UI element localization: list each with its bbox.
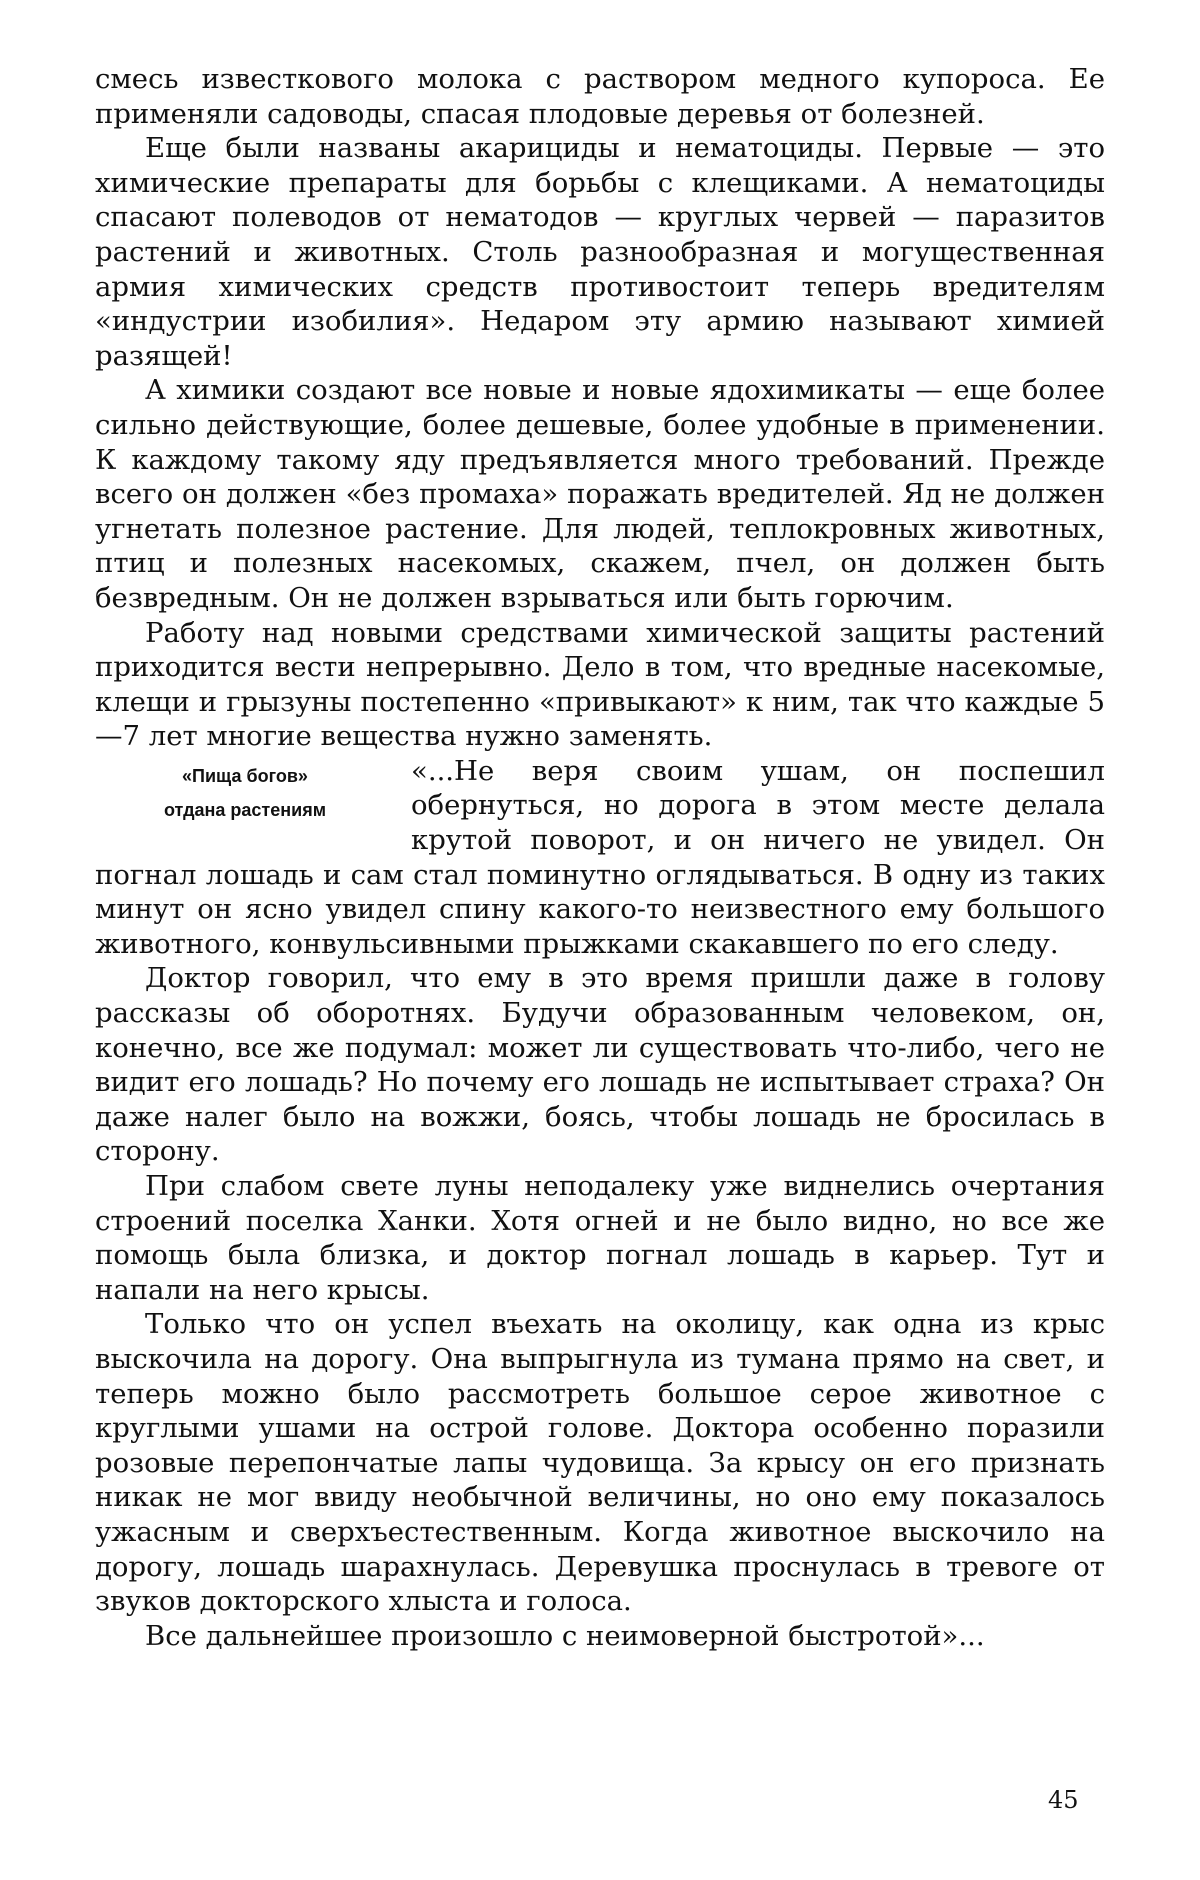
sidebar-heading-line-1: «Пища богов» <box>182 765 308 786</box>
sidebar-heading-line-2: отдана растениям <box>163 800 327 821</box>
quote-paragraph-5: Все дальнейшее произошло с неимоверной быстротой»... <box>145 1619 985 1652</box>
paragraph-2: Еще были названы акарициды и нематоциды. Первые — это химические препараты для борьбы с клещиками. А нематоциды спасают полеводов от нематодов — круглых червей — паразитов растений и животных. Столь разнообразная и могущественная армия химических средств противостоит теперь вредителям «индустрии изобилия». Недаром эту армию называют химией разящей! <box>95 132 1105 372</box>
quote-paragraph-3: При слабом свете луны неподалеку уже виднелись очертания строений поселка Ханки. Хотя огней и не было видно, но все же помощь была близка, и доктор погнал лошадь в карьер. Тут и напали на него крысы. <box>95 1170 1105 1306</box>
quote-paragraph-1-text: «...Не веря своим ушам, он поспешил обернуться, но дорога в этом месте делала крутой поворот, и он ничего не увидел. Он погнал лошадь и сам стал поминутно оглядываться. В одну из таких минут он ясно увидел спину какого-то неизвестного ему большого животного, конвульсивными прыжками скакавшего по его следу. <box>95 754 1105 960</box>
paragraph-4: Работу над новыми средствами химической защиты растений приходится вести непрерывно. Дело в том, что вредные насекомые, клещи и грызуны постепенно «привыкают» к ним, так что каждые 5—7 лет многие вещества нужно заменять. <box>95 616 1105 753</box>
page-number: 45 <box>1048 1786 1079 1814</box>
paragraph-3: А химики создают все новые и новые ядохимикаты — еще более сильно действующие, более дешевые, более удобные в применении. К каждому такому яду предъявляется много требований. Прежде всего он должен «без промаха» поражать вредителей. Яд не должен угнетать полезное растение. Для людей, теплокровных животных, птиц и полезных насекомых, скажем, пчел, он должен быть безвредным. Он не должен взрываться или быть горючим. <box>95 374 1105 614</box>
quote-paragraph-4: Только что он успел въехать на околицу, как одна из крыс выскочила на дорогу. Она выпрыгнула из тумана прямо на свет, и теперь можно было рассмотреть большое серое животное с круглыми ушами на острой голове. Доктора особенно поразили розовые перепончатые лапы чудовища. За крысу он его признать никак не мог ввиду необычной величины, но оно ему показалось ужасным и сверхъестественным. Когда животное выскочило на дорогу, лошадь шарахнулась. Деревушка проснулась в тревоге от звуков докторского хлыста и голоса. <box>95 1308 1105 1618</box>
quote-paragraph-1 <box>95 754 1105 962</box>
page-text <box>95 62 1105 1653</box>
sidebar-heading <box>95 759 395 828</box>
quote-paragraph-2: Доктор говорил, что ему в это время пришли даже в голову рассказы об оборотнях. Будучи образованным человеком, он, конечно, все же подумал: может ли существовать что-либо, чего не видит его лошадь? Но почему его лошадь не испытывает страха? Он даже налег было на вожжи, боясь, чтобы лошадь не бросилась в сторону. <box>95 962 1105 1168</box>
paragraph-1: смесь известкового молока с раствором медного купороса. Ее применяли садоводы, спасая плодовые деревья от болезней. <box>95 63 1105 130</box>
